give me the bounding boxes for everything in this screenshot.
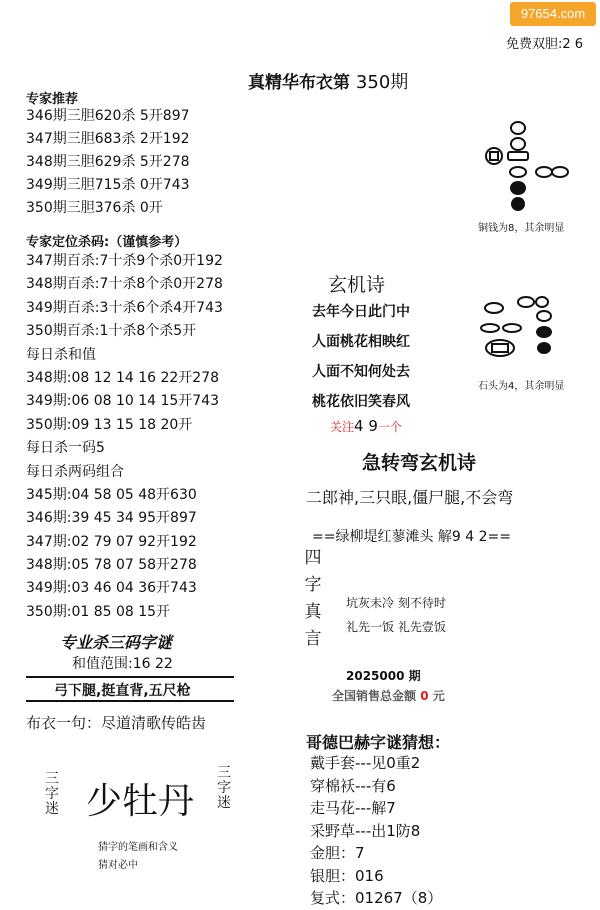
title-text: 真精华布衣第 — [248, 73, 350, 93]
list-item: 349期:03 46 04 36开743 — [26, 580, 197, 597]
sales-value: 0 — [420, 689, 429, 703]
sales-prefix: 全国销售总金额 — [332, 689, 417, 703]
poem-line: 桃花依旧笑春风 — [312, 394, 410, 410]
position-kill-header: 专家定位杀码:（谨慎参考） — [26, 235, 188, 250]
section-header: 每日杀两码组合 — [26, 463, 124, 480]
four-char-hint: ==绿柳堤红蓼滩头 解9 4 2== — [312, 529, 511, 545]
riddle-title: 专业杀三码字谜 — [60, 633, 173, 652]
title-issue: 350期 — [355, 72, 409, 93]
list-item: 穿棉袄---有6 — [310, 776, 396, 795]
list-item: 347期三胆683杀 2开192 — [26, 131, 190, 147]
expert-header: 专家推荐 — [26, 92, 79, 107]
expert-list — [26, 105, 190, 220]
turn-line: 二郎神,三只眼,僵尸腿,不会弯 — [306, 488, 514, 507]
list-item: 348期三胆629杀 5开278 — [26, 154, 190, 170]
stone-figure-icon — [476, 294, 586, 366]
goedel-title: 哥德巴赫字谜猜想： — [306, 733, 451, 752]
poem-lines — [312, 297, 410, 417]
four-char-label: 四字真言 — [304, 548, 322, 649]
poem-line: 人面桃花相映红 — [312, 334, 410, 350]
attention-suffix: 一个 — [377, 420, 402, 434]
list-item: 采野草---出1防8 — [310, 821, 421, 840]
list-item: 复式：01267（8） — [310, 889, 443, 907]
list-item: 350期三胆376杀 0开 — [26, 200, 163, 216]
buyi-line: 布衣一句：尽道清歌传皓齿 — [26, 714, 207, 732]
list-item: 350期百杀:1十杀8个杀5开 — [26, 323, 197, 340]
riddle-line: 弓下腿,挺直背,五尺枪 — [54, 683, 191, 699]
list-item: 347期百杀:7十杀9个杀0开192 — [26, 253, 223, 269]
list-item: 345期:04 58 05 48开630 — [26, 486, 197, 503]
page-title — [248, 68, 408, 94]
list-item: 346期三胆620杀 5开897 — [26, 108, 190, 124]
hint-line-2: 猜对必中 — [98, 860, 138, 871]
four-char-line-2: 礼先一饭 礼先壹饭 — [346, 620, 446, 634]
left-data-list — [26, 250, 223, 624]
free-double-pick: 免费双胆:2 6 — [506, 37, 584, 52]
poem-line: 人面不知何处去 — [312, 364, 410, 380]
list-item: 戴手套---见0重2 — [310, 754, 421, 772]
list-item: 348期百杀:7十杀8个杀0开278 — [26, 276, 223, 293]
turn-title: 急转弯玄机诗 — [362, 452, 477, 474]
coin-figure-icon — [468, 116, 578, 214]
sum-range: 和值范围:16 22 — [72, 656, 173, 672]
attention-prefix: 关注 — [330, 420, 355, 434]
list-item: 349期百杀:3十杀6个杀4开743 — [26, 299, 223, 316]
list-item: 349期三胆715杀 0开743 — [26, 177, 190, 193]
list-item: 347期:02 79 07 92开192 — [26, 533, 197, 550]
poem-title: 玄机诗 — [328, 274, 386, 296]
vertical-label-left: 三字迷 — [45, 771, 59, 817]
sales-unit: 元 — [432, 689, 445, 703]
list-item: 349期:06 08 10 14 15开743 — [26, 393, 220, 410]
list-item: 348期:05 78 07 58开278 — [26, 557, 197, 574]
daily-kill-one: 每日杀一码5 — [26, 440, 105, 457]
vertical-label-right: 三字迷 — [217, 765, 231, 811]
divider — [26, 700, 234, 702]
four-char-line-1: 坑灰未冷 刻不待时 — [346, 596, 446, 610]
section-header: 每日杀和值 — [26, 346, 96, 363]
attention-numbers: 4 9 — [354, 417, 378, 435]
goedel-list — [310, 752, 442, 910]
list-item: 350期:09 13 15 18 20开 — [26, 416, 193, 433]
issue-line: 2025000 期 — [346, 669, 421, 683]
coin-caption: 铜钱为8，其余明显 — [478, 223, 565, 234]
riddle-words: 少牡丹 — [86, 781, 195, 822]
list-item: 银胆：016 — [310, 866, 384, 885]
list-item: 走马花---解7 — [310, 799, 396, 817]
hint-line-1: 猜字的笔画和含义 — [98, 842, 178, 853]
list-item: 346期:39 45 34 95开897 — [26, 510, 197, 527]
attention-line — [330, 417, 402, 435]
list-item: 348期:08 12 14 16 22开278 — [26, 369, 220, 386]
list-item: 金胆：7 — [310, 844, 365, 862]
divider — [26, 676, 234, 678]
sales-line — [332, 687, 445, 704]
list-item: 350期:01 85 08 15开 — [26, 603, 171, 620]
poem-line: 去年今日此门中 — [312, 304, 410, 320]
stone-caption: 石头为4，其余明显 — [478, 381, 565, 392]
site-watermark: 97654.com — [510, 2, 596, 26]
